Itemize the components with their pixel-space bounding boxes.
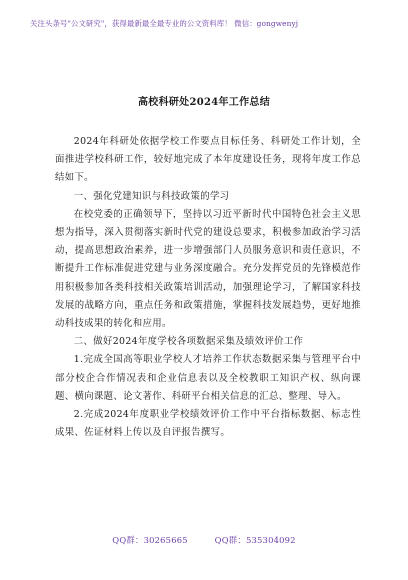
header-notice: 关注头条号"公文研究"，获得最新最全最专业的公文资料库！ 微信：gongwenyj [30, 19, 299, 28]
section-heading-1: 一、强化党建知识与科技政策的学习 [73, 190, 230, 202]
qq-group-2: QQ群：535304092 [214, 535, 296, 545]
document-title: 高校科研处2024年工作总结 [137, 97, 271, 108]
section-heading-2: 二、做好2024年度学校各项数据采集及绩效评价工作 [73, 336, 304, 348]
intro-paragraph: 2024年科研处依据学校工作要点目标任务、科研处工作计划，全面推进学校科研工作，较好地完成了本年度建设任务，现将年度工作总结如下。 [55, 136, 361, 184]
document-body [55, 133, 361, 442]
qq-group-1: QQ群：30265665 [112, 535, 188, 545]
section-paragraph-1: 在校党委的正确领导下，坚持以习近平新时代中国特色社会主义思想为指导，深入贯彻落实新时代党的建设总要求，积极参加政治学习活动，提高思想政治素养，进一步增强部门人员服务意识和责任意识，不断提升工作标准促进党建与业务深度融合。充分发挥党员的先锋模范作用积极参加各类科技相关政策培训活动，加强理论学习，了解国家科技发展的战略方向，重点任务和政策措施，掌握科技发展趋势，更好地推动科技成果的转化和应用。 [55, 208, 361, 330]
list-item-1: 1.完成全国高等职业学校人才培养工作状态数据采集与管理平台中部分校企合作情况表和企业信息表以及全校教职工知识产权、纵向课题、横向课题、论文著作、科研平台相关信息的汇总、整理、导入。 [55, 354, 361, 402]
footer-contacts [0, 534, 408, 546]
list-item-2: 2.完成2024年度职业学校绩效评价工作中平台指标数据、标志性成果、佐证材料上传以及自评报告撰写。 [55, 409, 361, 439]
